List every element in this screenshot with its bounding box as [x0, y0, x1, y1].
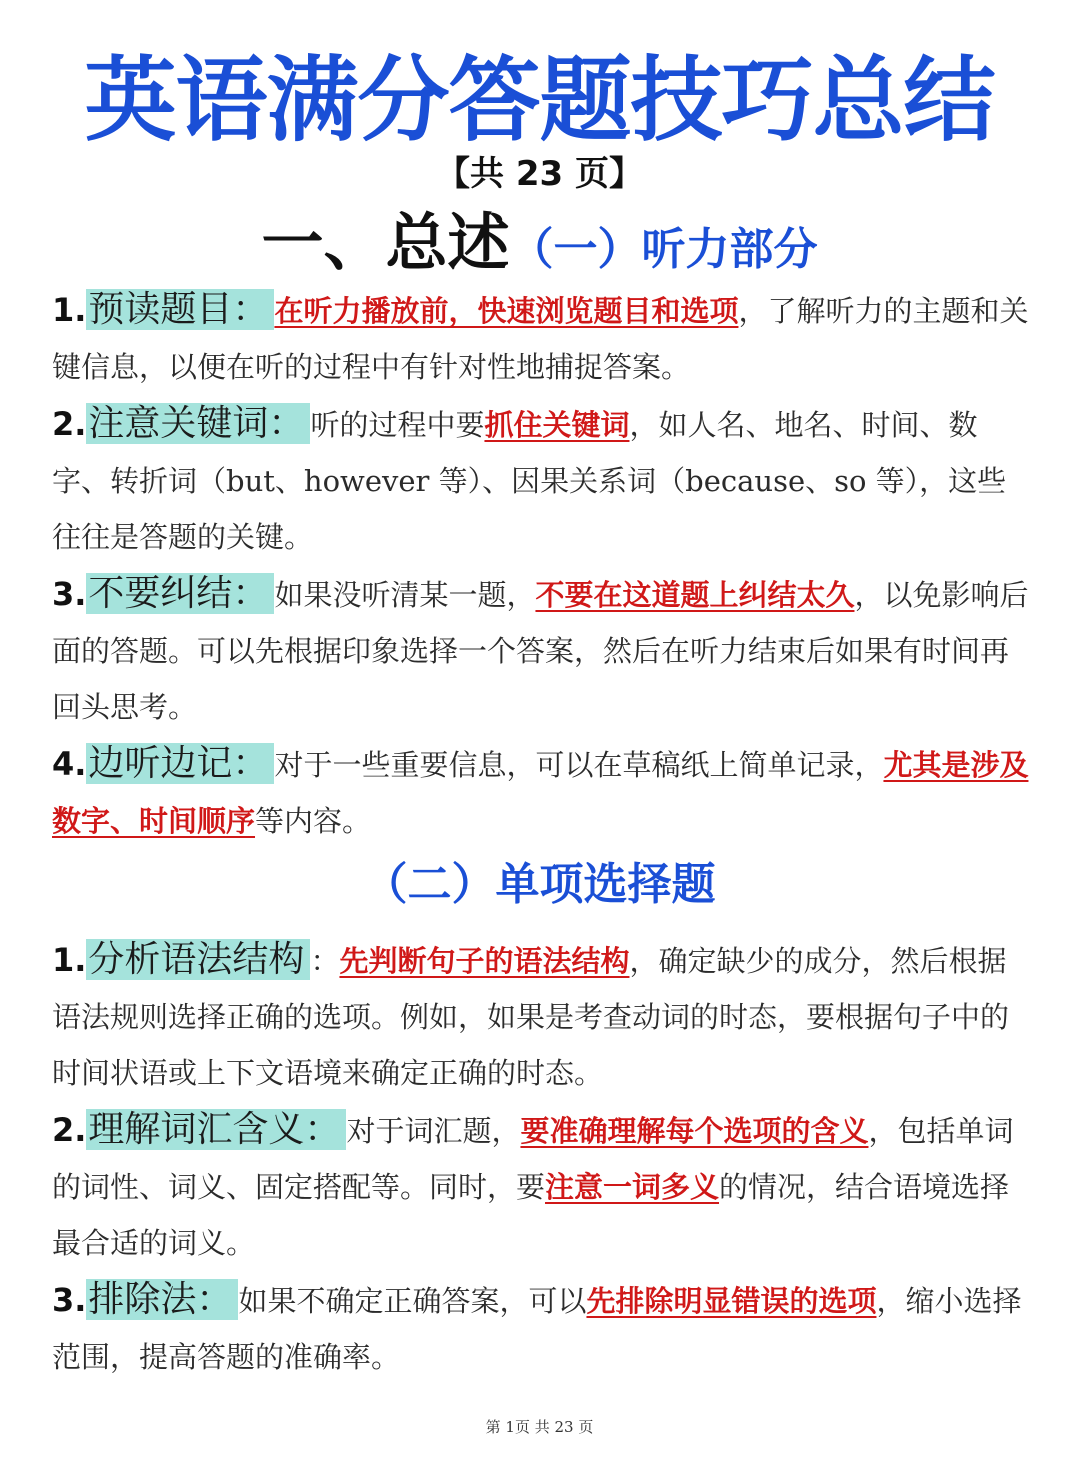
- item-text: ，缩小选择范围，提高答题的准确率。: [52, 1284, 1022, 1374]
- item-highlight: 尤其是涉及数字、时间顺序: [52, 748, 1029, 838]
- choice-heading-row: [0, 852, 1079, 927]
- item-text: ，了解听力的主题和关键信息，以便在听的过程中有针对性地捕捉答案。: [52, 294, 1029, 384]
- item-keyword: 预读题目：: [86, 289, 274, 330]
- item-highlight: 要准确理解每个选项的含义: [520, 1114, 869, 1148]
- item-number: 1.: [52, 941, 87, 979]
- tip-item: [52, 932, 1032, 1101]
- item-number: 2.: [52, 1111, 87, 1149]
- tip-item: [52, 736, 1032, 849]
- tip-item: [52, 396, 1032, 565]
- item-number: 3.: [52, 1281, 87, 1319]
- item-text: ，包括单词的词性、词义、固定搭配等。同时，要: [52, 1114, 1014, 1204]
- item-number: 4.: [52, 745, 87, 783]
- choice-heading: （二）单项选择题: [363, 859, 716, 910]
- item-keyword: 不要纠结：: [86, 573, 274, 614]
- item-text: 对于一些重要信息，可以在草稿纸上简单记录，: [274, 748, 884, 782]
- item-keyword: 理解词汇含义：: [86, 1109, 346, 1150]
- item-number: 3.: [52, 575, 87, 613]
- item-text: 对于词汇题，: [346, 1114, 521, 1148]
- item-text: 等内容。: [255, 804, 372, 838]
- item-text: ，如人名、地名、时间、数字、转折词（but、however 等）、因果关系词（because、so 等），这些往往是答题的关键。: [52, 408, 1007, 554]
- overview-heading: 一、总述: [261, 206, 510, 279]
- tip-item: [52, 282, 1032, 395]
- item-number: 2.: [52, 405, 87, 443]
- tip-item: [52, 1272, 1032, 1385]
- item-keyword: 分析语法结构: [86, 939, 310, 980]
- item-text: ，确定缺少的成分，然后根据语法规则选择正确的选项。例如，如果是考查动词的时态，要根据句子中的时间状语或上下文语境来确定正确的时态。: [52, 944, 1010, 1090]
- item-highlight: 不要在这道题上纠结太久: [535, 578, 855, 612]
- page-count: 【共 23 页】: [436, 154, 643, 194]
- item-text: 听的过程中要: [310, 408, 485, 442]
- item-keyword: 排除法：: [86, 1279, 238, 1320]
- item-keyword: 边听边记：: [86, 743, 274, 784]
- item-text: 如果没听清某一题，: [274, 578, 536, 612]
- item-highlight: 先判断句子的语法结构: [339, 944, 630, 978]
- page-footer: 第 1页 共 23 页: [485, 1418, 594, 1436]
- item-highlight: 在听力播放前，快速浏览题目和选项: [274, 294, 739, 328]
- item-highlight: 抓住关键词: [484, 408, 630, 442]
- item-keyword: 注意关键词：: [86, 403, 310, 444]
- tip-item: [52, 566, 1032, 735]
- item-text: 的情况，结合语境选择最合适的词义。: [52, 1170, 1010, 1260]
- item-highlight: 注意一词多义: [545, 1170, 720, 1204]
- item-text: 如果不确定正确答案，可以: [238, 1284, 587, 1318]
- item-text: ，以免影响后面的答题。可以先根据印象选择一个答案，然后在听力结束后如果有时间再回头思考。: [52, 578, 1029, 724]
- item-number: 1.: [52, 291, 87, 329]
- document-title: 英语满分答题技巧总结: [84, 47, 995, 154]
- listening-heading: （一）听力部分: [509, 224, 818, 275]
- item-highlight: 先排除明显错误的选项: [586, 1284, 877, 1318]
- tip-item: [52, 1102, 1032, 1271]
- item-text: ：: [310, 944, 340, 978]
